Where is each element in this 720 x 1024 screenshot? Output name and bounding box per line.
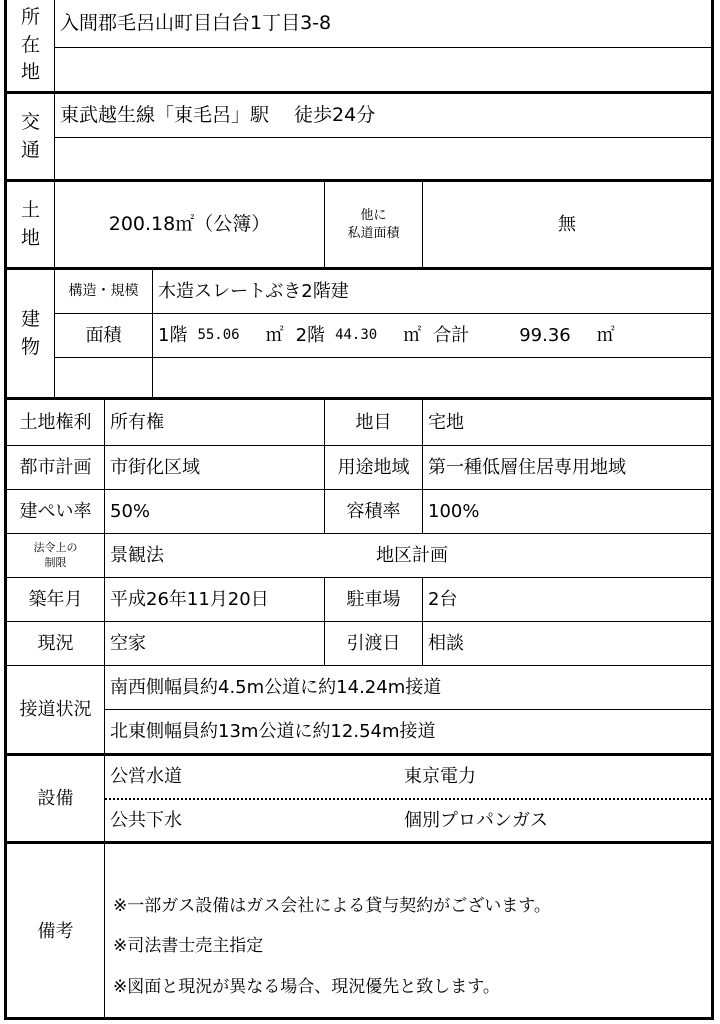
category-label: 地目 (325, 400, 423, 446)
floor2-label: 2階 (295, 324, 326, 346)
coverage-label: 建ぺい率 (7, 490, 105, 534)
private-road-label (325, 182, 423, 270)
built-value: 平成26年11月20日 (105, 578, 325, 622)
road-line-2: 北東側幅員約13m公道に約12.54m接道 (105, 710, 711, 756)
rights-value: 所有権 (105, 400, 325, 446)
electric-value: 東京電力 (404, 766, 476, 788)
legal-label (7, 534, 105, 578)
total-value: 99.36 (519, 324, 571, 346)
total-label: 合計 (433, 324, 470, 346)
facilities-label: 設備 (7, 756, 105, 844)
remarks-label: 備考 (7, 844, 105, 1020)
gas-value: 個別プロパンガス (404, 809, 548, 831)
location-label-char: 所 (20, 6, 40, 29)
planning-label: 都市計画 (7, 446, 105, 490)
handover-label: 引渡日 (325, 622, 423, 666)
facilities-row-2 (105, 800, 711, 844)
sewer-value: 公共下水 (110, 809, 182, 831)
structure-label: 構造・規模 (55, 270, 153, 314)
total-unit: ㎡ (596, 324, 615, 346)
floor-area-row (153, 314, 711, 358)
location-value: 入間郡毛呂山町目白台1丁目3-8 (55, 0, 711, 48)
floor1-value: 55.06 (197, 327, 240, 344)
private-road-value: 無 (423, 182, 711, 270)
floor1-label: 1階 (158, 324, 188, 346)
rights-label: 土地権利 (7, 400, 105, 446)
far-label: 容積率 (325, 490, 423, 534)
building-label-char: 建 (20, 307, 40, 330)
floor2-unit: ㎡ (403, 324, 422, 346)
transport-blank (55, 138, 711, 182)
status-label: 現況 (7, 622, 105, 666)
legal-label-line: 制限 (44, 555, 67, 569)
remarks-line: ※司法書士売主指定 (113, 936, 264, 957)
transport-label-char: 交 (20, 110, 40, 133)
legal-label-line: 法令上の (33, 541, 78, 555)
transport-label-char: 通 (20, 138, 40, 161)
road-line-1: 南西側幅員約4.5m公道に約14.24m接道 (105, 666, 711, 710)
remarks-body (105, 844, 711, 1020)
land-label-char: 地 (20, 226, 40, 249)
zoning-value: 第一種低層住居専用地域 (423, 446, 711, 490)
location-blank (55, 48, 711, 94)
location-label-char: 地 (20, 61, 40, 84)
building-blank-label (55, 358, 153, 400)
floor1-unit: ㎡ (265, 324, 284, 346)
land-label-char: 土 (20, 198, 40, 221)
building-label (7, 270, 55, 400)
planning-value: 市街化区域 (105, 446, 325, 490)
floor2-value: 44.30 (335, 327, 378, 344)
structure-value: 木造スレートぶき2階建 (153, 270, 711, 314)
private-road-label-line: 他に (360, 207, 387, 223)
status-value: 空家 (105, 622, 325, 666)
coverage-value: 50% (105, 490, 325, 534)
location-label-char: 在 (20, 33, 40, 56)
category-value: 宅地 (423, 400, 711, 446)
legal-value-2: 地区計画 (376, 544, 448, 566)
transport-label (7, 94, 55, 182)
area-label: 面積 (55, 314, 153, 358)
legal-value (105, 534, 711, 578)
remarks-line: ※一部ガス設備はガス会社による貸与契約がございます。 (113, 895, 551, 916)
water-value: 公営水道 (110, 766, 182, 788)
parking-value: 2台 (423, 578, 711, 622)
built-label: 築年月 (7, 578, 105, 622)
parking-label: 駐車場 (325, 578, 423, 622)
building-label-char: 物 (20, 335, 40, 358)
property-info-sheet (4, 0, 714, 1020)
land-area-value: 200.18㎡（公簿） (55, 182, 325, 270)
transport-value: 東武越生線「東毛呂」駅 徒歩24分 (55, 94, 711, 138)
road-label: 接道状況 (7, 666, 105, 756)
remarks-line: ※図面と現況が異なる場合、現況優先と致します。 (113, 977, 500, 998)
building-blank-value (153, 358, 711, 400)
zoning-label: 用途地域 (325, 446, 423, 490)
private-road-label-line: 私道面積 (347, 225, 400, 241)
facilities-row-1 (105, 756, 711, 800)
location-label (7, 0, 55, 94)
land-label (7, 182, 55, 270)
legal-value-1: 景観法 (110, 544, 164, 566)
handover-value: 相談 (423, 622, 711, 666)
far-value: 100% (423, 490, 711, 534)
